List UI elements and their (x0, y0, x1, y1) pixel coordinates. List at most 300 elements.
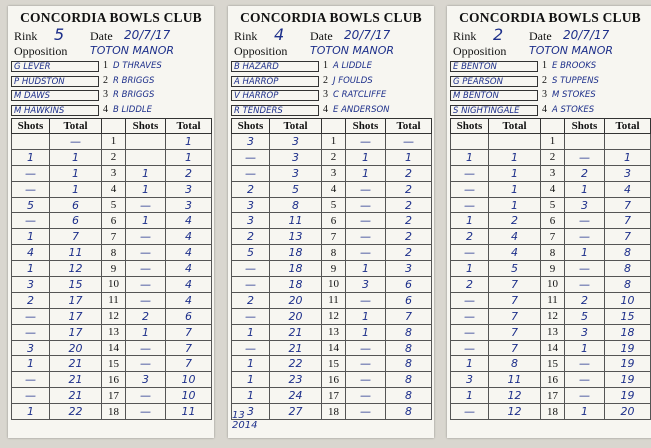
end-number: 9 (322, 261, 346, 277)
date-label: Date (310, 29, 333, 43)
away-shots: — (346, 213, 386, 229)
score-row (451, 388, 651, 404)
home-total: 20 (50, 340, 102, 356)
home-player: G LEVER (11, 61, 99, 72)
home-shots: — (232, 308, 270, 324)
home-shots: 3 (451, 372, 489, 388)
away-player: B LIDDLE (113, 104, 152, 115)
end-number: 6 (541, 213, 565, 229)
home-shots: 2 (232, 181, 270, 197)
home-player: E BENTON (450, 61, 538, 72)
score-table (231, 118, 432, 420)
home-shots: — (232, 149, 270, 165)
score-row (12, 245, 212, 261)
opposition-label: Opposition (453, 44, 507, 58)
home-total: 13 (270, 229, 322, 245)
away-player: R BRIGGS (113, 90, 155, 100)
home-total-header: Total (270, 119, 322, 134)
end-number: 4 (102, 181, 126, 197)
players-list (450, 60, 650, 118)
player-position: 1 (103, 60, 108, 71)
rink-label: Rink (234, 29, 258, 43)
player-position: 4 (542, 103, 547, 115)
home-shots: — (232, 165, 270, 181)
score-row (232, 134, 432, 150)
home-shots: 1 (451, 356, 489, 372)
scorecard-rink-5 (8, 6, 214, 438)
end-number: 1 (541, 134, 565, 150)
away-shots (126, 149, 166, 165)
away-total: 6 (386, 277, 432, 293)
away-total: — (386, 134, 432, 150)
away-total: 4 (166, 213, 212, 229)
away-shots: — (126, 356, 166, 372)
end-number: 18 (322, 404, 346, 420)
end-number: 16 (102, 372, 126, 388)
player-position: 4 (103, 103, 108, 115)
score-table (450, 118, 651, 420)
away-shots: 1 (346, 149, 386, 165)
home-shots: 2 (451, 229, 489, 245)
player-row (231, 60, 431, 75)
away-shots: — (565, 372, 605, 388)
end-number: 10 (541, 277, 565, 293)
away-total: 1 (386, 149, 432, 165)
end-number: 15 (322, 356, 346, 372)
away-total: 8 (605, 245, 651, 261)
away-total: 2 (386, 197, 432, 213)
away-shots-header: Shots (126, 119, 166, 134)
end-number: 2 (541, 149, 565, 165)
player-row (11, 89, 211, 104)
away-total: 4 (166, 261, 212, 277)
score-row (232, 372, 432, 388)
home-total: 6 (50, 197, 102, 213)
score-header-row (12, 119, 212, 134)
score-row (451, 245, 651, 261)
score-row (12, 308, 212, 324)
score-row (232, 197, 432, 213)
home-total (489, 134, 541, 150)
score-row (12, 229, 212, 245)
away-shots: 2 (565, 292, 605, 308)
away-total (605, 134, 651, 150)
player-position: 1 (542, 60, 547, 71)
end-number: 5 (102, 197, 126, 213)
home-total: 3 (270, 149, 322, 165)
home-total: 1 (50, 149, 102, 165)
away-player: M STOKES (552, 90, 596, 100)
home-shots: — (451, 245, 489, 261)
club-title: CONCORDIA BOWLS CLUB (240, 10, 422, 25)
score-row (451, 277, 651, 293)
end-number: 6 (102, 213, 126, 229)
player-row (11, 104, 211, 119)
scorecard-rink-2 (447, 6, 651, 438)
home-shots: — (451, 324, 489, 340)
end-number: 15 (102, 356, 126, 372)
away-shots (126, 134, 166, 150)
away-total: 1 (166, 149, 212, 165)
home-total: 21 (270, 340, 322, 356)
end-header (541, 119, 565, 134)
home-total: 23 (270, 372, 322, 388)
home-total: 20 (270, 292, 322, 308)
home-total: 8 (270, 197, 322, 213)
away-shots: — (346, 197, 386, 213)
away-total: 2 (386, 229, 432, 245)
home-shots-header: Shots (12, 119, 50, 134)
home-total: 6 (50, 213, 102, 229)
home-total: 18 (270, 261, 322, 277)
away-shots: 1 (565, 181, 605, 197)
score-row (12, 134, 212, 150)
away-shots: 1 (565, 404, 605, 420)
home-total: 21 (270, 324, 322, 340)
home-shots: 1 (12, 261, 50, 277)
home-shots: — (451, 308, 489, 324)
home-total: 7 (489, 292, 541, 308)
home-total: 7 (489, 277, 541, 293)
end-number: 16 (541, 372, 565, 388)
player-position: 3 (103, 89, 108, 100)
score-row (451, 308, 651, 324)
away-total: 8 (386, 404, 432, 420)
away-total: 7 (605, 197, 651, 213)
end-number: 8 (102, 245, 126, 261)
home-shots: 1 (451, 388, 489, 404)
home-total: 11 (270, 213, 322, 229)
score-row (451, 261, 651, 277)
away-shots: — (346, 388, 386, 404)
away-player: E BROOKS (552, 61, 597, 71)
away-total: 2 (166, 165, 212, 181)
end-number: 9 (102, 261, 126, 277)
away-shots: — (126, 388, 166, 404)
away-shots: 2 (126, 308, 166, 324)
away-total-header: Total (386, 119, 432, 134)
player-position: 3 (542, 89, 547, 100)
home-shots: 1 (451, 213, 489, 229)
score-row (451, 134, 651, 150)
score-row (451, 165, 651, 181)
home-total: 1 (489, 165, 541, 181)
end-number: 4 (322, 181, 346, 197)
score-row (12, 149, 212, 165)
home-total: 11 (489, 372, 541, 388)
home-total: 18 (270, 245, 322, 261)
score-row (451, 372, 651, 388)
home-shots: 5 (12, 197, 50, 213)
player-row (450, 89, 650, 104)
home-shots: — (451, 181, 489, 197)
score-row (451, 324, 651, 340)
home-shots: 2 (12, 292, 50, 308)
end-header (102, 119, 126, 134)
away-shots: — (126, 292, 166, 308)
away-shots: 1 (126, 324, 166, 340)
away-shots: — (346, 356, 386, 372)
end-number: 11 (102, 292, 126, 308)
away-shots: — (565, 261, 605, 277)
score-row (12, 404, 212, 420)
home-total: 1 (489, 181, 541, 197)
end-number: 12 (102, 308, 126, 324)
away-shots: 1 (346, 165, 386, 181)
end-number: 7 (102, 229, 126, 245)
away-total: 6 (166, 308, 212, 324)
home-shots: 1 (451, 261, 489, 277)
away-total: 4 (605, 181, 651, 197)
away-shots: — (346, 404, 386, 420)
away-shots: — (346, 372, 386, 388)
end-number: 4 (541, 181, 565, 197)
player-position: 1 (323, 60, 328, 71)
away-total: 19 (605, 388, 651, 404)
opposition-label: Opposition (14, 44, 68, 58)
end-number: 12 (541, 308, 565, 324)
end-number: 1 (102, 134, 126, 150)
score-row (451, 340, 651, 356)
score-table (11, 118, 212, 420)
away-shots: 1 (346, 324, 386, 340)
score-row (451, 356, 651, 372)
away-shots: — (565, 229, 605, 245)
home-shots: 1 (232, 324, 270, 340)
end-number: 3 (541, 165, 565, 181)
away-shots (565, 134, 605, 150)
away-total: 4 (166, 229, 212, 245)
home-total: 17 (50, 292, 102, 308)
end-number: 3 (102, 165, 126, 181)
end-number: 6 (322, 213, 346, 229)
home-shots-header: Shots (451, 119, 489, 134)
home-total: 21 (50, 356, 102, 372)
score-row (232, 308, 432, 324)
away-total: 7 (605, 229, 651, 245)
home-total: 15 (50, 277, 102, 293)
end-number: 11 (541, 292, 565, 308)
away-total: 10 (166, 388, 212, 404)
away-shots: — (346, 181, 386, 197)
score-row (451, 229, 651, 245)
end-number: 5 (541, 197, 565, 213)
home-shots: — (12, 213, 50, 229)
away-shots: — (126, 197, 166, 213)
away-total: 7 (166, 340, 212, 356)
away-shots: 1 (346, 261, 386, 277)
away-shots: 3 (346, 277, 386, 293)
away-total-header: Total (166, 119, 212, 134)
away-total: 2 (386, 213, 432, 229)
away-total: 1 (605, 149, 651, 165)
home-total: 1 (489, 197, 541, 213)
home-shots: — (12, 388, 50, 404)
away-shots: — (126, 229, 166, 245)
home-player: G PEARSON (450, 76, 538, 87)
score-row (12, 324, 212, 340)
away-total: 8 (386, 340, 432, 356)
rink-label: Rink (453, 29, 477, 43)
match-date: 20/7/17 (563, 28, 610, 42)
end-number: 13 (322, 324, 346, 340)
away-shots: — (126, 261, 166, 277)
home-total: 1 (489, 149, 541, 165)
end-number: 8 (541, 245, 565, 261)
end-number: 12 (322, 308, 346, 324)
away-shots: 1 (565, 340, 605, 356)
home-total: 22 (50, 404, 102, 420)
home-shots: 1 (232, 372, 270, 388)
home-shots: 3 (12, 277, 50, 293)
home-shots: — (451, 165, 489, 181)
home-total: 24 (270, 388, 322, 404)
away-shots: 1 (346, 308, 386, 324)
home-total: 5 (270, 181, 322, 197)
away-shots: 1 (126, 165, 166, 181)
end-number: 18 (541, 404, 565, 420)
home-total: 7 (489, 340, 541, 356)
score-row (232, 404, 432, 420)
end-number: 14 (102, 340, 126, 356)
home-shots (12, 134, 50, 150)
home-shots: 2 (451, 277, 489, 293)
end-number: 18 (102, 404, 126, 420)
home-total: 27 (270, 404, 322, 420)
away-player: A STOKES (552, 104, 595, 115)
home-shots: — (451, 292, 489, 308)
club-title: CONCORDIA BOWLS CLUB (20, 10, 202, 25)
end-number: 14 (541, 340, 565, 356)
rink-number: 5 (54, 25, 65, 44)
rink-label: Rink (14, 29, 38, 43)
away-shots: 5 (565, 308, 605, 324)
home-player: V HARROP (231, 90, 319, 101)
away-total: 3 (386, 261, 432, 277)
away-shots: — (565, 356, 605, 372)
home-total: 3 (270, 165, 322, 181)
end-number: 2 (322, 149, 346, 165)
score-row (12, 165, 212, 181)
away-total: 6 (386, 292, 432, 308)
score-row (451, 149, 651, 165)
away-shots: — (126, 404, 166, 420)
home-shots: 1 (451, 149, 489, 165)
home-shots: 3 (12, 340, 50, 356)
score-row (451, 213, 651, 229)
home-total: 4 (489, 229, 541, 245)
score-row (232, 261, 432, 277)
away-total: 2 (386, 245, 432, 261)
score-row (12, 292, 212, 308)
away-shots: 2 (565, 165, 605, 181)
away-total: 8 (386, 372, 432, 388)
away-total: 3 (605, 165, 651, 181)
away-shots: — (346, 245, 386, 261)
player-row (11, 60, 211, 75)
home-shots: — (232, 340, 270, 356)
home-total: 5 (489, 261, 541, 277)
player-row (450, 60, 650, 75)
home-shots: 1 (12, 229, 50, 245)
home-shots: 3 (232, 213, 270, 229)
away-shots: 3 (565, 324, 605, 340)
home-total: 7 (489, 308, 541, 324)
score-row (232, 245, 432, 261)
score-row (232, 324, 432, 340)
home-total: 21 (50, 388, 102, 404)
score-row (12, 340, 212, 356)
home-shots: — (12, 324, 50, 340)
score-row (12, 181, 212, 197)
date-label: Date (90, 29, 113, 43)
away-total: 7 (605, 213, 651, 229)
score-row (232, 388, 432, 404)
home-shots: — (12, 372, 50, 388)
opposition-name: TOTON MANOR (90, 44, 175, 57)
away-total: 4 (166, 277, 212, 293)
away-shots: — (565, 213, 605, 229)
player-position: 3 (323, 89, 328, 100)
end-number: 8 (322, 245, 346, 261)
away-shots: 1 (126, 181, 166, 197)
home-total: 20 (270, 308, 322, 324)
opposition-name: TOTON MANOR (310, 44, 395, 57)
home-shots: 2 (232, 292, 270, 308)
away-player: E ANDERSON (333, 104, 390, 115)
score-row (451, 404, 651, 420)
away-shots: — (565, 277, 605, 293)
end-number: 5 (322, 197, 346, 213)
away-shots: — (126, 245, 166, 261)
away-total: 7 (166, 324, 212, 340)
home-player: S NIGHTINGALE (450, 105, 538, 116)
end-number: 17 (322, 388, 346, 404)
opposition-name: TOTON MANOR (529, 44, 614, 57)
home-total: 8 (489, 356, 541, 372)
date-label: Date (529, 29, 552, 43)
away-shots: — (346, 340, 386, 356)
home-shots: — (451, 197, 489, 213)
end-number: 9 (541, 261, 565, 277)
home-shots: 3 (232, 197, 270, 213)
home-total: 4 (489, 245, 541, 261)
home-player: M DAWS (11, 90, 99, 101)
rink-number: 4 (274, 25, 285, 44)
away-shots: — (126, 277, 166, 293)
rink-number: 2 (493, 25, 504, 44)
player-row (231, 89, 431, 104)
home-total: 22 (270, 356, 322, 372)
score-row (232, 356, 432, 372)
away-total: 8 (386, 356, 432, 372)
away-total: 11 (166, 404, 212, 420)
home-total: 17 (50, 324, 102, 340)
away-total: 7 (386, 308, 432, 324)
end-number: 16 (322, 372, 346, 388)
score-row (232, 181, 432, 197)
home-total: 1 (50, 165, 102, 181)
score-row (232, 292, 432, 308)
home-total: — (50, 134, 102, 150)
away-player: S TUPPENS (552, 75, 599, 86)
score-row (451, 292, 651, 308)
end-number: 17 (541, 388, 565, 404)
home-player: M BENTON (450, 90, 538, 101)
away-total: 4 (166, 245, 212, 261)
score-row (232, 149, 432, 165)
club-title: CONCORDIA BOWLS CLUB (459, 10, 641, 25)
